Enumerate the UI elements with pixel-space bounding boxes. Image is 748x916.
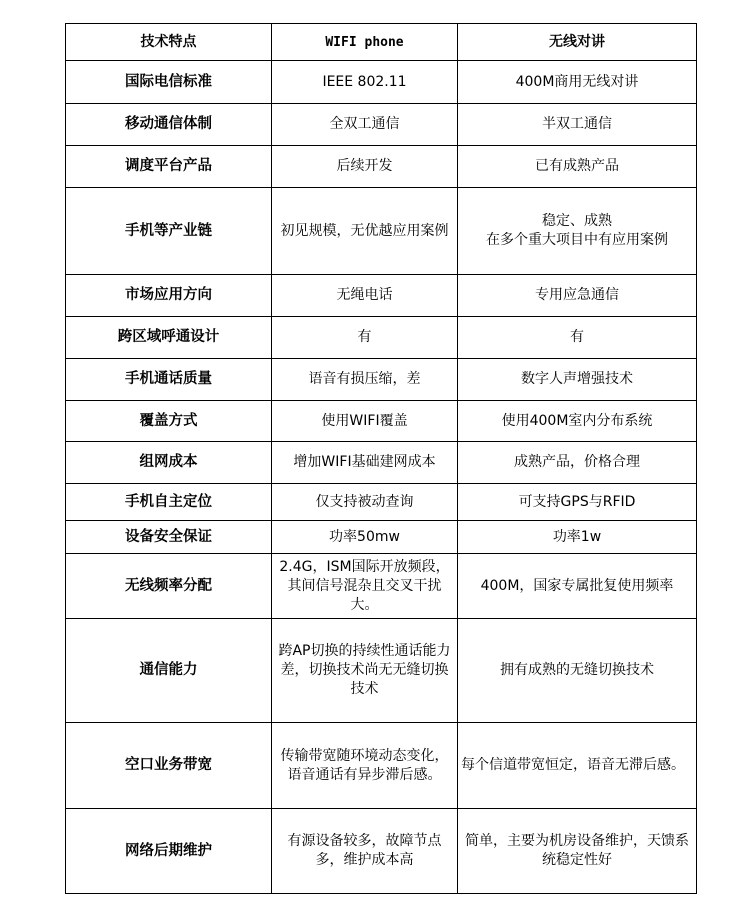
table-row [66, 521, 697, 554]
header-wireless-intercom: 无线对讲 [458, 24, 697, 61]
table-row [66, 275, 697, 317]
feature-cell: 跨区域呼通设计 [66, 317, 272, 359]
feature-cell: 通信能力 [66, 619, 272, 723]
feature-cell: 设备安全保证 [66, 521, 272, 554]
wireless-intercom-cell: 400M商用无线对讲 [458, 61, 697, 104]
wifi-phone-cell: 语音有损压缩，差 [272, 359, 458, 401]
table-row [66, 442, 697, 484]
table-row [66, 146, 697, 188]
table-row [66, 809, 697, 894]
wifi-phone-cell: 跨AP切换的持续性通话能力差，切换技术尚无无缝切换技术 [272, 619, 458, 723]
wireless-intercom-cell: 已有成熟产品 [458, 146, 697, 188]
wireless-intercom-cell: 使用400M室内分布系统 [458, 401, 697, 442]
wireless-intercom-cell: 专用应急通信 [458, 275, 697, 317]
table-row [66, 554, 697, 619]
table-row [66, 359, 697, 401]
header-feature: 技术特点 [66, 24, 272, 61]
wifi-phone-cell: 增加WIFI基础建网成本 [272, 442, 458, 484]
wireless-intercom-cell: 功率1w [458, 521, 697, 554]
table-row [66, 104, 697, 146]
wireless-intercom-cell: 成熟产品，价格合理 [458, 442, 697, 484]
wireless-intercom-cell: 每个信道带宽恒定，语音无滞后感。 [458, 723, 697, 809]
header-wifi-phone: WIFI phone [272, 24, 458, 61]
wireless-intercom-cell: 拥有成熟的无缝切换技术 [458, 619, 697, 723]
feature-cell: 调度平台产品 [66, 146, 272, 188]
feature-cell: 空口业务带宽 [66, 723, 272, 809]
feature-cell: 国际电信标准 [66, 61, 272, 104]
wifi-phone-cell: 初见规模，无优越应用案例 [272, 188, 458, 275]
table-row [66, 188, 697, 275]
wireless-intercom-cell: 可支持GPS与RFID [458, 484, 697, 521]
wifi-phone-cell: 使用WIFI覆盖 [272, 401, 458, 442]
feature-cell: 手机通话质量 [66, 359, 272, 401]
feature-cell: 覆盖方式 [66, 401, 272, 442]
table-row [66, 619, 697, 723]
wifi-phone-cell: 有 [272, 317, 458, 359]
comparison-table [65, 23, 697, 894]
wifi-phone-cell: 传输带宽随环境动态变化，语音通话有异步滞后感。 [272, 723, 458, 809]
wifi-phone-cell: 仅支持被动查询 [272, 484, 458, 521]
table-row [66, 484, 697, 521]
table-row [66, 317, 697, 359]
wifi-phone-cell: 2.4G，ISM国际开放频段，其间信号混杂且交叉干扰大。 [272, 554, 458, 619]
wireless-intercom-cell: 简单，主要为机房设备维护，天馈系统稳定性好 [458, 809, 697, 894]
feature-cell: 移动通信体制 [66, 104, 272, 146]
feature-cell: 组网成本 [66, 442, 272, 484]
wireless-intercom-cell: 数字人声增强技术 [458, 359, 697, 401]
wireless-intercom-cell: 半双工通信 [458, 104, 697, 146]
wireless-intercom-cell: 400M，国家专属批复使用频率 [458, 554, 697, 619]
wifi-phone-cell: 有源设备较多，故障节点多，维护成本高 [272, 809, 458, 894]
wireless-intercom-cell: 稳定、成熟 在多个重大项目中有应用案例 [458, 188, 697, 275]
wifi-phone-cell: 后续开发 [272, 146, 458, 188]
header-row [66, 24, 697, 61]
feature-cell: 手机等产业链 [66, 188, 272, 275]
wireless-intercom-cell: 有 [458, 317, 697, 359]
wifi-phone-cell: IEEE 802.11 [272, 61, 458, 104]
feature-cell: 无线频率分配 [66, 554, 272, 619]
wifi-phone-cell: 全双工通信 [272, 104, 458, 146]
feature-cell: 网络后期维护 [66, 809, 272, 894]
feature-cell: 市场应用方向 [66, 275, 272, 317]
table-row [66, 723, 697, 809]
table-row [66, 401, 697, 442]
table-row [66, 61, 697, 104]
feature-cell: 手机自主定位 [66, 484, 272, 521]
wifi-phone-cell: 功率50mw [272, 521, 458, 554]
wifi-phone-cell: 无绳电话 [272, 275, 458, 317]
